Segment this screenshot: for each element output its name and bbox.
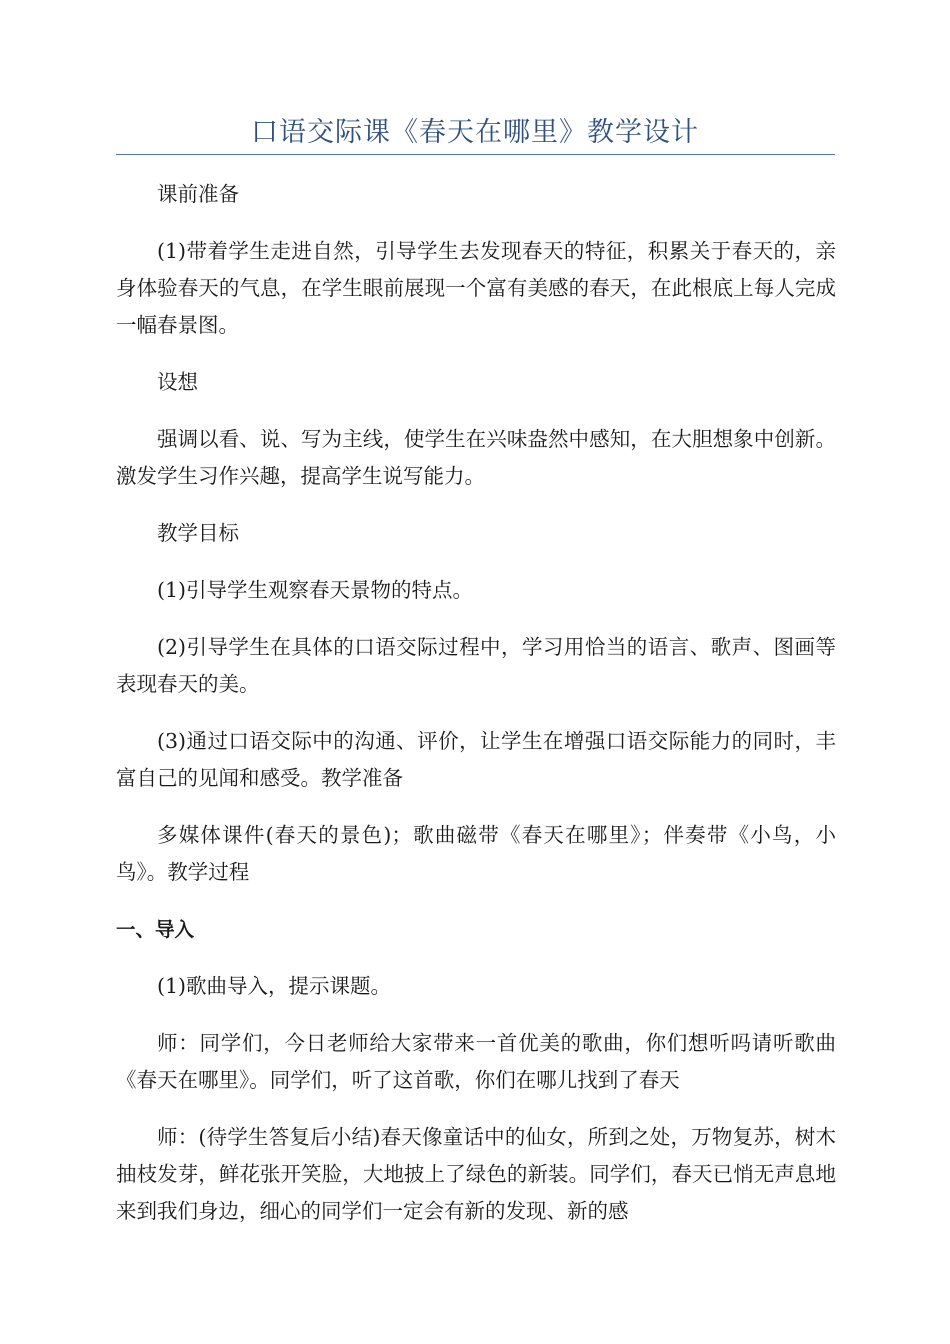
paragraph: (3)通过口语交际中的沟通、评价，让学生在增强口语交际能力的同时，丰富自己的见闻和感受。教学准备 xyxy=(116,729,836,790)
paragraph: 多媒体课件(春天的景色)；歌曲磁带《春天在哪里》；伴奏带《小鸟，小鸟》。教学过程 xyxy=(116,823,836,884)
paragraph: 师：(待学生答复后小结)春天像童话中的仙女，所到之处，万物复苏，树木抽枝发芽，鲜花张开笑脸，大地披上了绿色的新装。同学们，春天已悄无声息地来到我们身边，细心的同学们一定会有新的发现、新的感 xyxy=(116,1125,836,1223)
paragraph: (2)引导学生在具体的口语交际过程中，学习用恰当的语言、歌声、图画等表现春天的美。 xyxy=(116,635,836,696)
paragraph: 师：同学们，今日老师给大家带来一首优美的歌曲，你们想听吗请听歌曲《春天在哪里》。同学们，听了这首歌，你们在哪儿找到了春天 xyxy=(116,1031,836,1092)
paragraph: (1)歌曲导入，提示课题。 xyxy=(157,974,392,998)
paragraph: 强调以看、说、写为主线，使学生在兴味盎然中感知，在大胆想象中创新。激发学生习作兴趣，提高学生说写能力。 xyxy=(116,427,836,488)
section-label-concept: 设想 xyxy=(157,370,198,394)
section-label-preparation: 课前准备 xyxy=(157,182,239,206)
paragraph: (1)引导学生观察春天景物的特点。 xyxy=(157,578,474,602)
section-label-objectives: 教学目标 xyxy=(157,521,239,545)
section-heading-introduction: 一、导入 xyxy=(116,918,195,941)
title-underline xyxy=(116,154,835,155)
paragraph: (1)带着学生走进自然，引导学生去发现春天的特征，积累关于春天的，亲身体验春天的气息，在学生眼前展现一个富有美感的春天，在此根底上每人完成一幅春景图。 xyxy=(116,239,836,337)
document-body xyxy=(116,176,836,1250)
document-title: 口语交际课《春天在哪里》教学设计 xyxy=(251,117,699,148)
